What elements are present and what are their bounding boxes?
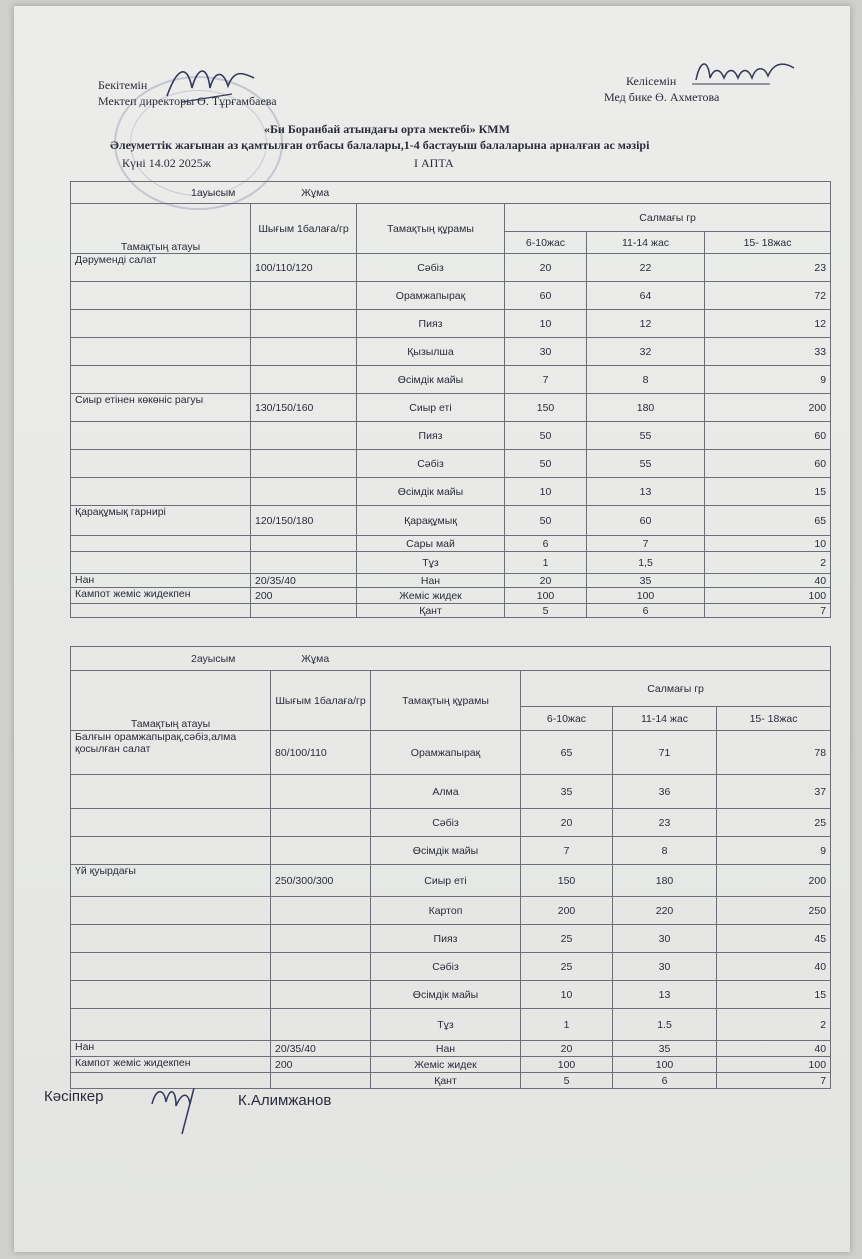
table-row [71,366,831,394]
col-age-15-18: 15- 18жас [717,707,831,731]
weight-6-10-cell: 150 [505,394,587,422]
table-row [71,506,831,536]
weight-6-10-cell: 100 [505,588,587,604]
yield-cell [251,536,357,552]
dish-name-cell [71,552,251,574]
table-row [71,731,831,775]
table-row [71,1041,831,1057]
yield-cell [251,604,357,618]
dish-name-cell: Нан [71,574,251,588]
col-weight: Салмағы гр [521,671,831,707]
yield-cell: 100/110/120 [251,254,357,282]
weight-6-10-cell: 30 [505,338,587,366]
ingredient-cell: Пияз [357,310,505,338]
yield-cell [251,282,357,310]
weight-6-10-cell: 50 [505,422,587,450]
col-age-11-14: 11-14 жас [613,707,717,731]
dish-name-cell [71,604,251,618]
col-composition: Тамақтың құрамы [371,671,521,731]
weight-11-14-cell: 8 [587,366,705,394]
shift1-shift-row [71,182,831,204]
yield-cell [251,310,357,338]
yield-cell [271,897,371,925]
yield-cell: 250/300/300 [271,865,371,897]
weight-11-14-cell: 13 [587,478,705,506]
weight-11-14-cell: 32 [587,338,705,366]
dish-name-cell: Кампот жеміс жидекпен [71,1057,271,1073]
weight-11-14-cell: 13 [613,981,717,1009]
col-yield: Шығым 1балаға/гр [271,671,371,731]
table-row [71,775,831,809]
weight-11-14-cell: 30 [613,925,717,953]
weight-11-14-cell: 60 [587,506,705,536]
ingredient-cell: Өсімдік майы [371,837,521,865]
yield-cell: 20/35/40 [271,1041,371,1057]
weight-6-10-cell: 50 [505,506,587,536]
col-weight: Салмағы гр [505,204,831,232]
nurse-signature [690,54,800,90]
weight-15-18-cell: 200 [705,394,831,422]
nurse-line: Мед бике Ө. Ахметова [604,90,720,104]
shift1-header-row [71,204,831,232]
weight-15-18-cell: 25 [717,809,831,837]
agree-label: Келісемін [626,74,677,88]
weight-11-14-cell: 35 [613,1041,717,1057]
weight-15-18-cell: 40 [717,1041,831,1057]
weight-15-18-cell: 65 [705,506,831,536]
ingredient-cell: Қант [371,1073,521,1089]
ingredient-cell: Өсімдік майы [371,981,521,1009]
weight-11-14-cell: 7 [587,536,705,552]
weight-11-14-cell: 64 [587,282,705,310]
table-row [71,837,831,865]
col-dish-name: Тамақтың атауы [71,204,251,254]
weight-6-10-cell: 60 [505,282,587,310]
weight-15-18-cell: 45 [717,925,831,953]
table-row [71,552,831,574]
weight-6-10-cell: 35 [521,775,613,809]
col-age-15-18: 15- 18жас [705,232,831,254]
table-row [71,310,831,338]
table-row [71,953,831,981]
dish-name-cell [71,478,251,506]
yield-cell [251,366,357,394]
dish-name-cell [71,338,251,366]
weight-15-18-cell: 7 [705,604,831,618]
weight-15-18-cell: 23 [705,254,831,282]
ingredient-cell: Сиыр еті [357,394,505,422]
yield-cell [251,338,357,366]
weight-11-14-cell: 180 [587,394,705,422]
weight-11-14-cell: 1.5 [613,1009,717,1041]
weight-6-10-cell: 5 [521,1073,613,1089]
yield-cell: 200 [251,588,357,604]
ingredient-cell: Қарақұмық [357,506,505,536]
yield-cell: 200 [271,1057,371,1073]
ingredient-cell: Пияз [371,925,521,953]
yield-cell [271,1073,371,1089]
dish-name-cell [71,809,271,837]
dish-name-cell: Үй қуырдағы [71,865,271,897]
yield-cell: 20/35/40 [251,574,357,588]
weight-11-14-cell: 55 [587,450,705,478]
shift1-label: 1ауысым [191,186,236,199]
dish-name-cell [71,282,251,310]
weight-11-14-cell: 12 [587,310,705,338]
yield-cell [251,422,357,450]
weight-11-14-cell: 8 [613,837,717,865]
weight-11-14-cell: 71 [613,731,717,775]
weight-15-18-cell: 100 [705,588,831,604]
weight-11-14-cell: 36 [613,775,717,809]
dish-name-cell [71,775,271,809]
weight-15-18-cell: 2 [705,552,831,574]
dish-name-cell [71,837,271,865]
menu-document [14,6,850,1252]
ingredient-cell: Тұз [371,1009,521,1041]
ingredient-cell: Жеміс жидек [357,588,505,604]
table-row [71,588,831,604]
col-age-6-10: 6-10жас [521,707,613,731]
table-row [71,574,831,588]
dish-name-cell [71,953,271,981]
weight-11-14-cell: 220 [613,897,717,925]
dish-name-cell: Қарақұмық гарнирі [71,506,251,536]
weight-11-14-cell: 22 [587,254,705,282]
weight-6-10-cell: 10 [521,981,613,1009]
yield-cell [251,478,357,506]
weight-6-10-cell: 5 [505,604,587,618]
week-label: І АПТА [414,156,454,170]
director-line: Мектеп директоры Ө. Тұрғамбаева [98,94,277,108]
ingredient-cell: Сәбіз [357,450,505,478]
yield-cell [271,953,371,981]
weight-15-18-cell: 10 [705,536,831,552]
ingredient-cell: Алма [371,775,521,809]
weight-15-18-cell: 15 [705,478,831,506]
weight-15-18-cell: 60 [705,422,831,450]
weight-15-18-cell: 250 [717,897,831,925]
weight-11-14-cell: 35 [587,574,705,588]
ingredient-cell: Орамжапырақ [371,731,521,775]
weight-15-18-cell: 15 [717,981,831,1009]
ingredient-cell: Сары май [357,536,505,552]
weight-15-18-cell: 7 [717,1073,831,1089]
weight-11-14-cell: 6 [587,604,705,618]
dish-name-cell [71,450,251,478]
ingredient-cell: Нан [371,1041,521,1057]
table-row [71,865,831,897]
dish-name-cell: Сиыр етінен көкөніс рагуы [71,394,251,422]
yield-cell [271,1009,371,1041]
dish-name-cell [71,366,251,394]
dish-name-cell [71,536,251,552]
ingredient-cell: Орамжапырақ [357,282,505,310]
yield-cell: 120/150/180 [251,506,357,536]
weight-6-10-cell: 20 [505,254,587,282]
ingredient-cell: Өсімдік майы [357,478,505,506]
table-row [71,981,831,1009]
yield-cell [271,809,371,837]
table-row [71,282,831,310]
weight-15-18-cell: 40 [705,574,831,588]
shift2-header-row [71,671,831,707]
dish-name-cell [71,925,271,953]
ingredient-cell: Сәбіз [371,809,521,837]
dish-name-cell [71,310,251,338]
weight-15-18-cell: 200 [717,865,831,897]
dish-name-cell [71,897,271,925]
dish-name-cell [71,1009,271,1041]
weight-11-14-cell: 30 [613,953,717,981]
weight-6-10-cell: 10 [505,310,587,338]
yield-cell [251,450,357,478]
weight-6-10-cell: 20 [505,574,587,588]
table-row [71,422,831,450]
weight-6-10-cell: 65 [521,731,613,775]
table-row [71,450,831,478]
weight-15-18-cell: 2 [717,1009,831,1041]
table-row [71,809,831,837]
ingredient-cell: Сәбіз [371,953,521,981]
weight-15-18-cell: 9 [705,366,831,394]
table-row [71,478,831,506]
ingredient-cell: Пияз [357,422,505,450]
weight-15-18-cell: 100 [717,1057,831,1073]
table-row [71,394,831,422]
dish-name-cell: Нан [71,1041,271,1057]
weight-11-14-cell: 1,5 [587,552,705,574]
yield-cell [271,981,371,1009]
weight-6-10-cell: 7 [521,837,613,865]
col-composition: Тамақтың құрамы [357,204,505,254]
weight-6-10-cell: 20 [521,809,613,837]
col-yield: Шығым 1балаға/гр [251,204,357,254]
dish-name-cell [71,422,251,450]
weight-15-18-cell: 37 [717,775,831,809]
weight-6-10-cell: 6 [505,536,587,552]
yield-cell [251,552,357,574]
weight-6-10-cell: 150 [521,865,613,897]
table-row [71,925,831,953]
menu-date: Күні 14.02 2025ж [122,156,212,170]
col-dish-name: Тамақтың атауы [71,671,271,731]
shift2-table [70,646,831,1089]
shift2-shift-row [71,647,831,671]
ingredient-cell: Сәбіз [357,254,505,282]
table-row [71,604,831,618]
weight-11-14-cell: 180 [613,865,717,897]
weight-15-18-cell: 60 [705,450,831,478]
footer-role: Кәсіпкер [44,1088,104,1105]
table-row [71,338,831,366]
footer-name: К.Алимжанов [238,1092,332,1109]
shift2-label: 2ауысым [191,652,236,665]
weight-11-14-cell: 55 [587,422,705,450]
director-signature [162,58,262,108]
table-row [71,536,831,552]
ingredient-cell: Сиыр еті [371,865,521,897]
shift2-day: Жұма [301,652,330,665]
dish-name-cell: Кампот жеміс жидекпен [71,588,251,604]
col-age-6-10: 6-10жас [505,232,587,254]
ingredient-cell: Тұз [357,552,505,574]
weight-6-10-cell: 20 [521,1041,613,1057]
weight-6-10-cell: 1 [505,552,587,574]
yield-cell: 80/100/110 [271,731,371,775]
weight-6-10-cell: 100 [521,1057,613,1073]
weight-15-18-cell: 78 [717,731,831,775]
weight-11-14-cell: 23 [613,809,717,837]
weight-15-18-cell: 33 [705,338,831,366]
yield-cell [271,837,371,865]
weight-11-14-cell: 100 [587,588,705,604]
shift1-day: Жұма [301,186,330,199]
ingredient-cell: Жеміс жидек [371,1057,521,1073]
weight-6-10-cell: 25 [521,953,613,981]
dish-name-cell [71,981,271,1009]
weight-15-18-cell: 12 [705,310,831,338]
approve-label: Бекітемін [98,78,148,92]
ingredient-cell: Өсімдік майы [357,366,505,394]
weight-6-10-cell: 25 [521,925,613,953]
weight-11-14-cell: 100 [613,1057,717,1073]
table-row [71,254,831,282]
school-name: «Би Боранбай атындағы орта мектебі» КММ [264,122,510,136]
yield-cell: 130/150/160 [251,394,357,422]
yield-cell [271,925,371,953]
dish-name-cell: Балғын орамжапырақ,сәбіз,алма қосылған салат [71,731,271,775]
weight-6-10-cell: 200 [521,897,613,925]
ingredient-cell: Қызылша [357,338,505,366]
ingredient-cell: Картоп [371,897,521,925]
table-row [71,897,831,925]
menu-subtitle: Әлеуметтік жағынан аз қамтылған отбасы балалары,1-4 бастауыш балаларына арналған ас мәзірі [110,138,650,152]
weight-15-18-cell: 9 [717,837,831,865]
table-row [71,1009,831,1041]
weight-15-18-cell: 40 [717,953,831,981]
ingredient-cell: Қант [357,604,505,618]
dish-name-cell: Дәруменді салат [71,254,251,282]
weight-6-10-cell: 10 [505,478,587,506]
weight-6-10-cell: 50 [505,450,587,478]
weight-6-10-cell: 1 [521,1009,613,1041]
entrepreneur-signature [142,1068,222,1138]
shift1-table [70,181,831,618]
ingredient-cell: Нан [357,574,505,588]
yield-cell [271,775,371,809]
weight-11-14-cell: 6 [613,1073,717,1089]
col-age-11-14: 11-14 жас [587,232,705,254]
weight-15-18-cell: 72 [705,282,831,310]
weight-6-10-cell: 7 [505,366,587,394]
